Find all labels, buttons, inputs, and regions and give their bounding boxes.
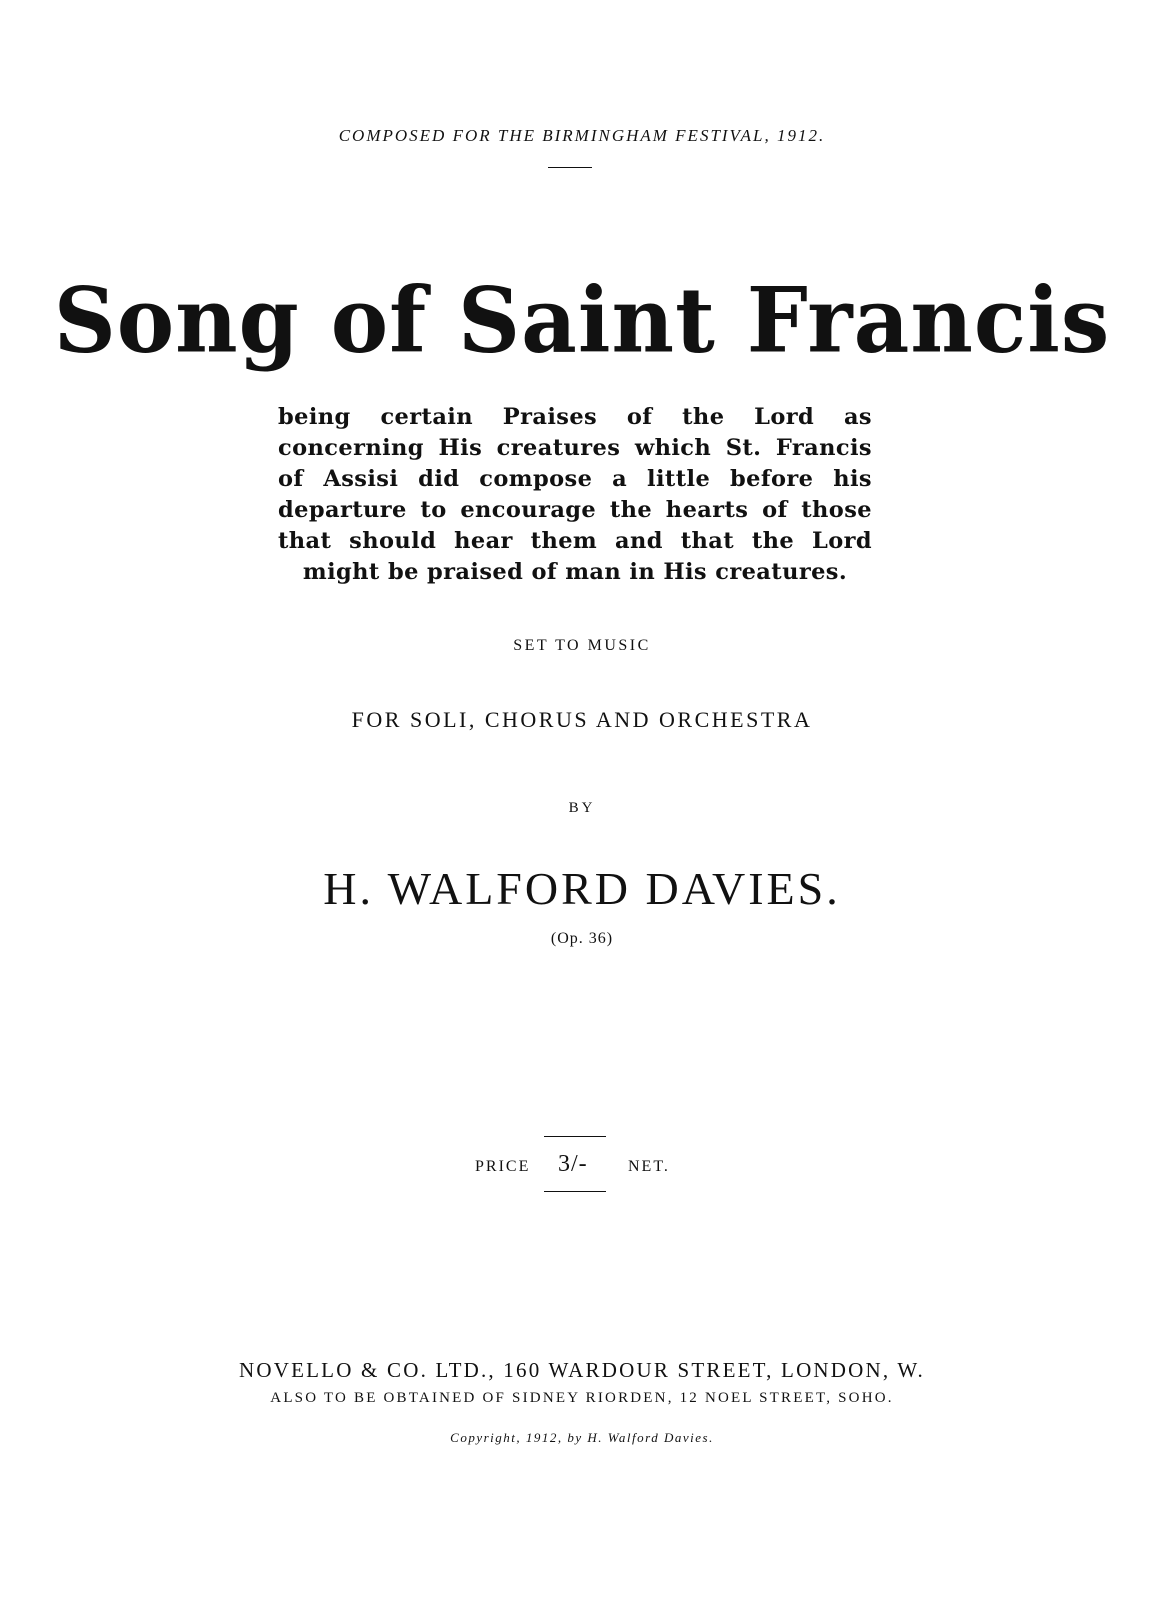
page-title: Song of Saint Francis: [53, 267, 1111, 374]
also-obtainable-line: ALSO TO BE OBTAINED OF SIDNEY RIORDEN, 12 NOEL STREET, SOHO.: [270, 1390, 894, 1406]
price-rule-top: [544, 1136, 606, 1137]
price-net: NET.: [628, 1158, 670, 1175]
subtitle-paragraph: being certain Praises of the Lord as concerning His creatures which St. Francis of Assisi did compose a little before his departure to encourage the hearts of those that should hear them and that the Lord might be praised of man in His creatures.: [278, 404, 872, 585]
top-divider: [548, 167, 592, 168]
opus-number: (Op. 36): [550, 930, 614, 947]
by-line: BY: [568, 800, 596, 816]
price-label: PRICE: [475, 1158, 531, 1175]
forces-line: FOR SOLI, CHORUS AND ORCHESTRA: [351, 707, 813, 732]
copyright-line: Copyright, 1912, by H. Walford Davies.: [450, 1430, 714, 1445]
festival-line: COMPOSED FOR THE BIRMINGHAM FESTIVAL, 1912.: [338, 126, 826, 145]
composer-name: H. WALFORD DAVIES.: [323, 863, 841, 914]
price-block: [0, 1136, 1164, 1196]
set-to-music-line: SET TO MUSIC: [513, 637, 651, 654]
publisher-line: NOVELLO & CO. LTD., 160 WARDOUR STREET, LONDON, W.: [239, 1358, 925, 1382]
price-rule-bottom: [544, 1191, 606, 1192]
price-value: 3/-: [558, 1151, 588, 1177]
